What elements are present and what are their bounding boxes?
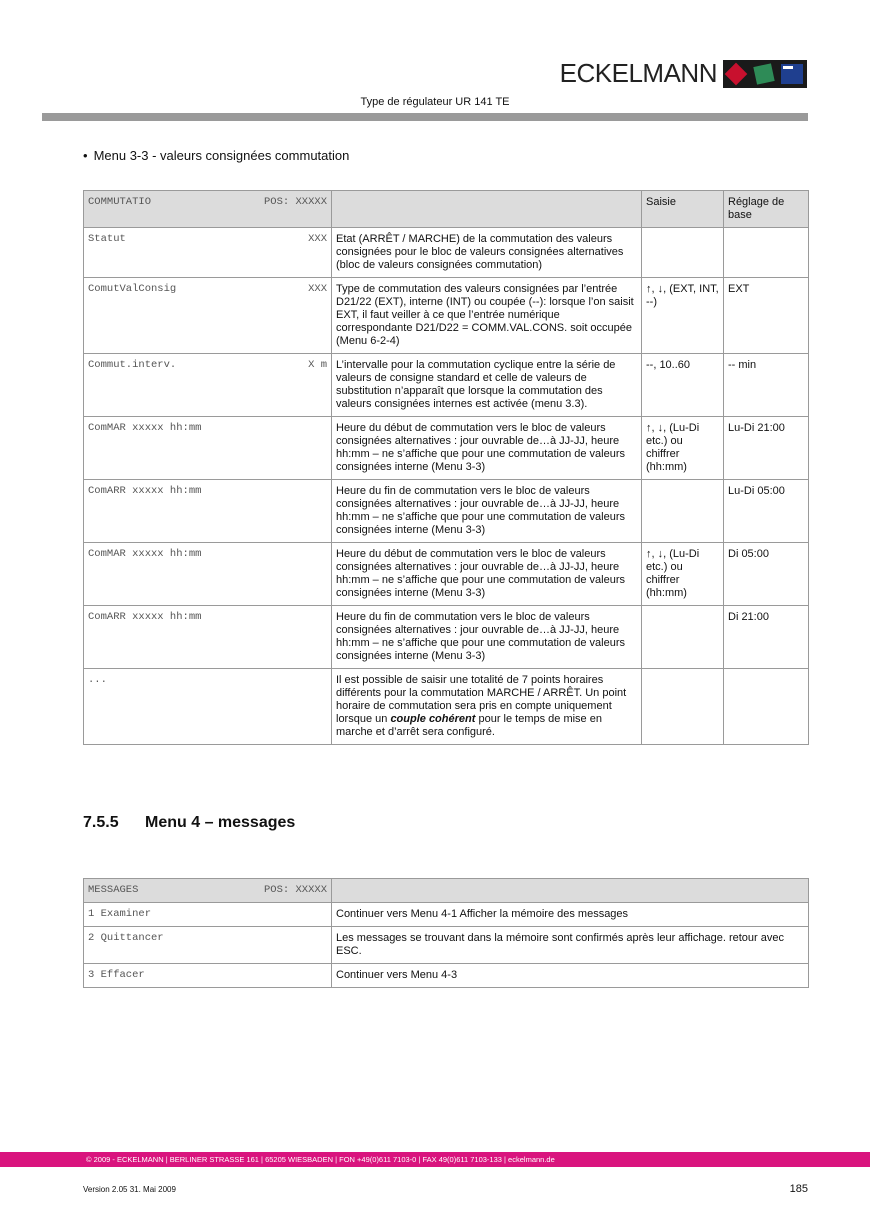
row-description: Les messages se trouvant dans la mémoire sont confirmés après leur affichage. retour avec ESC. [332, 927, 809, 964]
row-value: XXX [308, 283, 327, 295]
desc-header-cell [332, 191, 642, 228]
row-label: ComARR xxxxx hh:mm [88, 611, 202, 623]
row-label: ... [88, 674, 107, 686]
desc-part: Il est possible de saisir une totalité de 7 points horaires différents pour la commutation MARCHE / ARRÊT. Un point horaire de commutation sera pris en compte uniquement lorsque un [336, 674, 627, 725]
menu-header-cell [84, 879, 332, 903]
footer-contact-bar [0, 1152, 870, 1167]
row-label: 3 Effacer [88, 969, 145, 981]
document-subtitle: Type de régulateur UR 141 TE [360, 96, 510, 108]
row-input [642, 669, 724, 745]
table-row [84, 278, 809, 354]
row-description: Heure du fin de commutation vers le bloc de valeurs consignées alternatives : jour ouvrable de…à JJ-JJ, heure hh:mm – ne s’affiche que pour une commutation de valeurs consignées interne (Menu 3-3) [332, 480, 642, 543]
row-default [724, 228, 809, 278]
row-default: -- min [724, 354, 809, 417]
desc-header-cell [332, 879, 809, 903]
row-input [642, 228, 724, 278]
desc-part: pour le temps de mise en marche et d’arrêt sera configuré. [336, 713, 602, 738]
company-logo [560, 58, 807, 89]
row-description: Etat (ARRÊT / MARCHE) de la commutation des valeurs consignées pour le bloc de valeurs consignées alternatives (bloc de valeurs consignées commutation) [332, 228, 642, 278]
row-input: ↑, ↓, (Lu-Di etc.) ou chiffrer (hh:mm) [642, 543, 724, 606]
row-value: XXX [308, 233, 327, 245]
row-input: --, 10..60 [642, 354, 724, 417]
row-description: L’intervalle pour la commutation cyclique entre la série de valeurs de consigne standard et celle de valeurs de substitution n’apparaît que lorsque la commutation des valeurs consignées internes est activée (menu 3.3). [332, 354, 642, 417]
row-label: ComARR xxxxx hh:mm [88, 485, 202, 497]
row-default: Di 21:00 [724, 606, 809, 669]
table-header-row [84, 191, 809, 228]
menu-4-table [83, 878, 809, 988]
row-description: Heure du début de commutation vers le bloc de valeurs consignées alternatives : jour ouvrable de…à JJ-JJ, heure hh:mm – ne s’affiche que pour une commutation de valeurs consignées interne (Menu 3-3) [332, 417, 642, 480]
table-row [84, 964, 809, 988]
row-default: Lu-Di 21:00 [724, 417, 809, 480]
row-input: ↑, ↓, (Lu-Di etc.) ou chiffrer (hh:mm) [642, 417, 724, 480]
section-number: 7.5.5 [83, 814, 119, 831]
row-value: X m [308, 359, 327, 371]
table-row [84, 606, 809, 669]
row-description: Heure du début de commutation vers le bloc de valeurs consignées alternatives : jour ouvrable de…à JJ-JJ, heure hh:mm – ne s’affiche que pour une commutation de valeurs consignées interne (Menu 3-3) [332, 543, 642, 606]
row-description: Continuer vers Menu 4-3 [332, 964, 809, 988]
menu-header-cell [84, 191, 332, 228]
row-description: Type de commutation des valeurs consignées par l’entrée D21/22 (EXT), interne (INT) ou coupée (--): lorsque l’on saisit EXT, il faut veiller à ce que l’entrée numérique correspondante D21/D22 = COMM.VAL.CONS. soit occupée (Menu 6-2-4) [332, 278, 642, 354]
row-default: EXT [724, 278, 809, 354]
table-row [84, 543, 809, 606]
menu-name: MESSAGES [88, 884, 139, 896]
footer-contact: © 2009 - ECKELMANN | BERLINER STRASSE 161 | 65205 WIESBADEN | FON +49(0)611 7103-0 | FAX 49(0)611 7103-133 | eckelmann.de [86, 1155, 555, 1164]
row-default: Lu-Di 05:00 [724, 480, 809, 543]
row-default: Di 05:00 [724, 543, 809, 606]
row-label: Commut.interv. [88, 359, 177, 371]
table-row [84, 927, 809, 964]
table-row [84, 669, 809, 745]
row-description [332, 669, 642, 745]
version-label: Version 2.05 31. Mai 2009 [83, 1185, 176, 1194]
emphasis-text: couple cohérent [390, 713, 476, 725]
row-input [642, 606, 724, 669]
row-label: ComMAR xxxxx hh:mm [88, 548, 202, 560]
menu-pos: POS: XXXXX [263, 884, 327, 896]
row-label: ComutValConsig [88, 283, 177, 295]
table-row [84, 903, 809, 927]
row-description: Continuer vers Menu 4-1 Afficher la mémoire des messages [332, 903, 809, 927]
row-input [642, 480, 724, 543]
row-label: ComMAR xxxxx hh:mm [88, 422, 202, 434]
row-label: 1 Examiner [88, 908, 152, 920]
section-heading-text: Menu 4 – messages [145, 814, 296, 831]
row-input: ↑, ↓, (EXT, INT, --) [642, 278, 724, 354]
row-label: Statut [88, 233, 126, 245]
row-description: Heure du fin de commutation vers le bloc de valeurs consignées alternatives : jour ouvrable de…à JJ-JJ, heure hh:mm – ne s’affiche que pour une commutation de valeurs consignées interne (Menu 3-3) [332, 606, 642, 669]
brand-name: ECKELMANN [559, 58, 717, 88]
bullet-icon: • [83, 148, 88, 163]
table-row [84, 417, 809, 480]
section-heading [83, 814, 295, 832]
menu-pos: POS: XXXXX [263, 196, 327, 208]
row-label: 2 Quittancer [88, 932, 164, 944]
table-row [84, 228, 809, 278]
input-header-cell: Saisie [642, 191, 724, 228]
page-number: 185 [789, 1183, 808, 1195]
menu-3-3-table [83, 190, 809, 745]
brand-squares-icon [723, 60, 807, 88]
row-default [724, 669, 809, 745]
header-divider [42, 113, 808, 121]
section-title-text: Menu 3-3 - valeurs consignées commutation [93, 148, 350, 163]
menu-name: COMMUTATIO [88, 196, 152, 208]
table-header-row [84, 879, 809, 903]
table-row [84, 480, 809, 543]
section-menu-3-3-title [83, 148, 349, 163]
table-row [84, 354, 809, 417]
default-header-cell: Réglage de base [724, 191, 809, 228]
